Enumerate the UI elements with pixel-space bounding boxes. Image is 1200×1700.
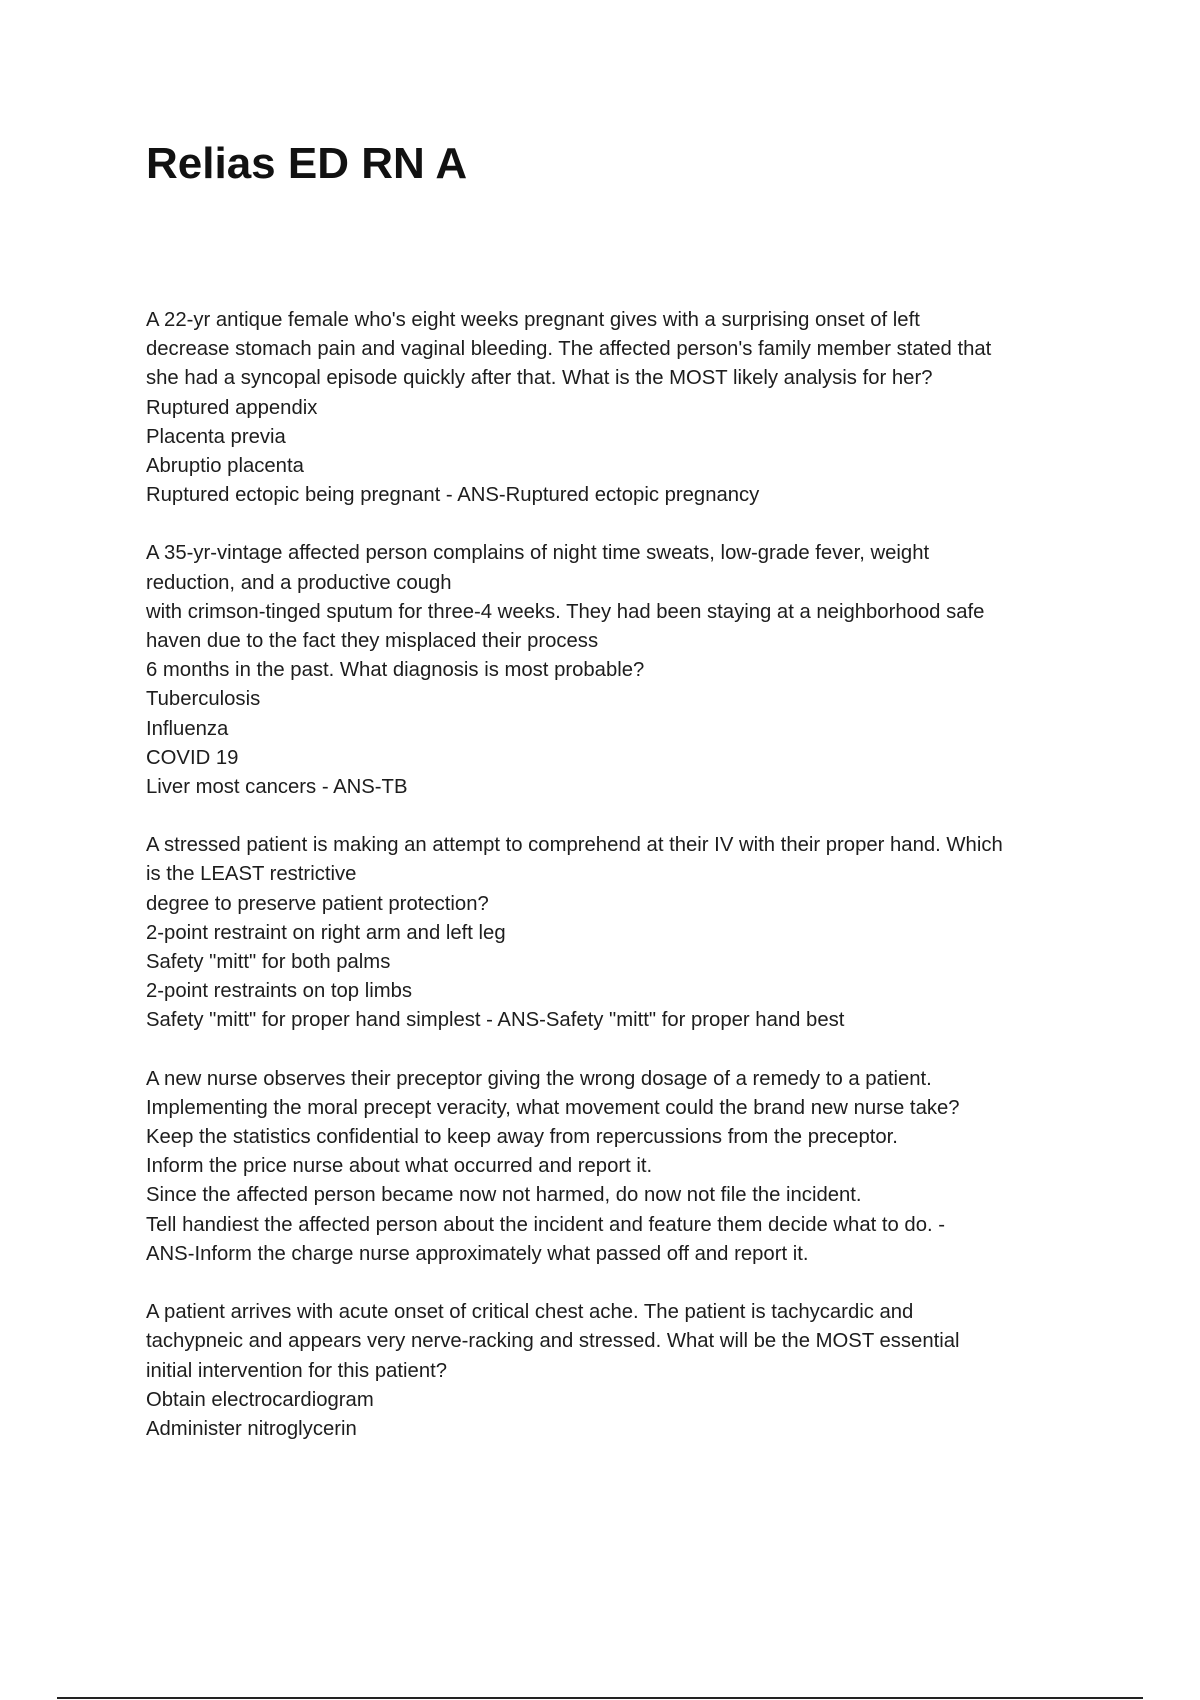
question-3-option: Safety "mitt" for both palms	[146, 951, 391, 974]
question-5-option: Administer nitroglycerin	[146, 1417, 357, 1440]
question-3-answer: Safety "mitt" for proper hand simplest - ANS-Safety "mitt" for proper hand best	[146, 1009, 845, 1032]
question-4-option: Inform the price nurse about what occurred and report it.	[146, 1155, 653, 1178]
page-bottom-rule	[57, 1697, 1143, 1699]
question-1	[146, 306, 1106, 510]
question-3-line: degree to preserve patient protection?	[146, 892, 489, 915]
question-2	[146, 539, 1106, 802]
document-body	[146, 306, 1106, 1473]
question-1-line: she had a syncopal episode quickly after that. What is the MOST likely analysis for her?	[146, 367, 933, 390]
question-3-option: 2-point restraints on top limbs	[146, 980, 413, 1003]
question-4-option: Keep the statistics confidential to keep away from repercussions from the preceptor.	[146, 1126, 898, 1149]
question-4-option: Tell handiest the affected person about the incident and feature them decide what to do. -	[146, 1213, 946, 1236]
question-1-line: A 22-yr antique female who's eight weeks pregnant gives with a surprising onset of left	[146, 309, 920, 331]
question-4-line: Implementing the moral precept veracity, what movement could the brand new nurse take?	[146, 1096, 960, 1119]
question-3	[146, 831, 1106, 1035]
question-4-answer: ANS-Inform the charge nurse approximately what passed off and report it.	[146, 1242, 809, 1265]
question-2-line: with crimson-tinged sputum for three-4 weeks. They had been staying at a neighborhood safe	[146, 600, 985, 623]
question-5-line: initial intervention for this patient?	[146, 1359, 448, 1382]
question-2-line: A 35-yr-vintage affected person complains of night time sweats, low-grade fever, weight	[146, 542, 930, 565]
question-4-line: A new nurse observes their preceptor giving the wrong dosage of a remedy to a patient.	[146, 1067, 932, 1090]
question-1-line: decrease stomach pain and vaginal bleeding. The affected person's family member stated that	[146, 338, 992, 361]
question-2-line: reduction, and a productive cough	[146, 571, 452, 594]
question-1-answer: Ruptured ectopic being pregnant - ANS-Ruptured ectopic pregnancy	[146, 484, 760, 507]
question-5-line: A patient arrives with acute onset of critical chest ache. The patient is tachycardic and	[146, 1301, 914, 1324]
question-5	[146, 1298, 1106, 1444]
question-3-line: is the LEAST restrictive	[146, 863, 357, 886]
question-5-option: Obtain electrocardiogram	[146, 1388, 374, 1411]
question-3-option: 2-point restraint on right arm and left leg	[146, 921, 506, 944]
question-1-option: Placenta previa	[146, 425, 286, 448]
question-1-option: Abruptio placenta	[146, 455, 304, 478]
question-4-option: Since the affected person became now not harmed, do now not file the incident.	[146, 1184, 862, 1207]
question-1-option: Ruptured appendix	[146, 396, 318, 419]
question-2-option: Tuberculosis	[146, 688, 261, 711]
question-2-line: 6 months in the past. What diagnosis is most probable?	[146, 659, 645, 682]
page-title: Relias ED RN A	[146, 139, 468, 188]
question-2-line: haven due to the fact they misplaced their process	[146, 630, 599, 653]
question-5-line: tachypneic and appears very nerve-racking and stressed. What will be the MOST essential	[146, 1330, 960, 1353]
question-2-option: COVID 19	[146, 746, 239, 769]
question-3-line: A stressed patient is making an attempt to comprehend at their IV with their proper hand. Which	[146, 834, 1003, 857]
question-2-answer: Liver most cancers - ANS-TB	[146, 776, 408, 799]
question-2-option: Influenza	[146, 717, 229, 740]
question-4	[146, 1065, 1106, 1269]
